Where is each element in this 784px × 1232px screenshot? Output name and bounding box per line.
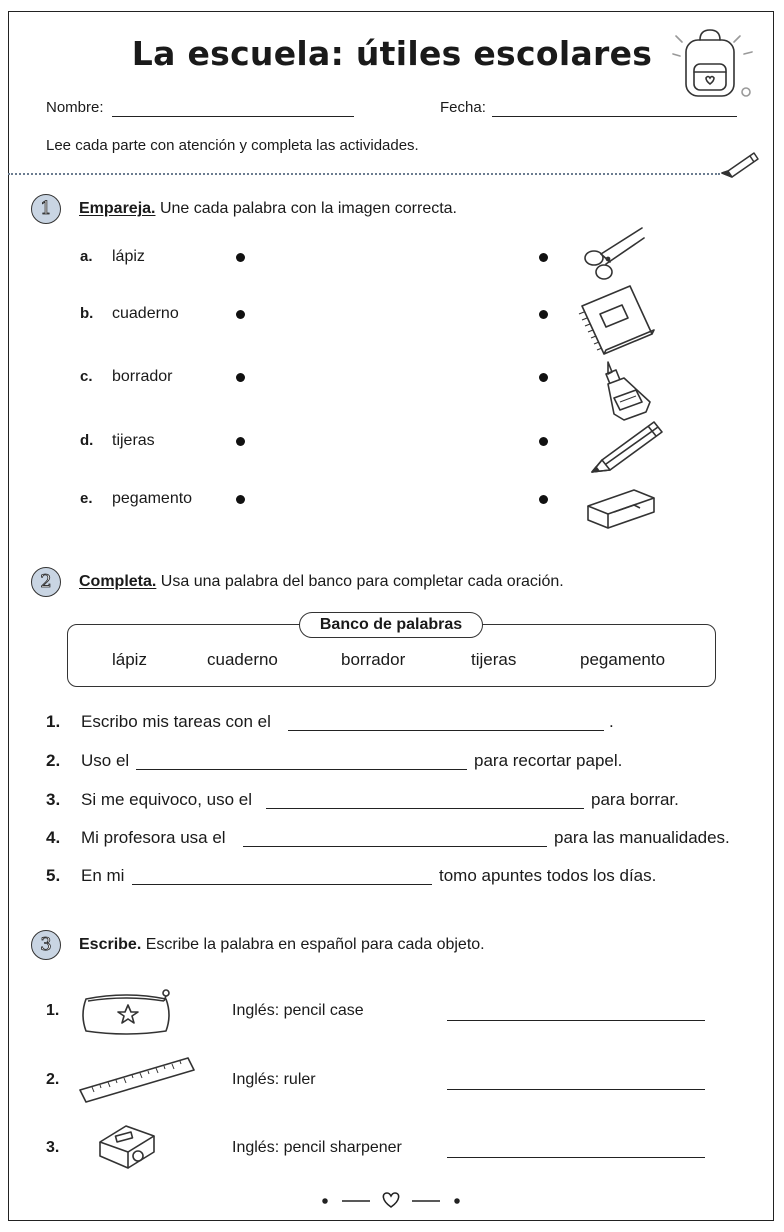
instructions-text: Lee cada parte con atención y completa las actividades. [46, 137, 419, 154]
match-dot-left[interactable] [236, 310, 245, 319]
notebook-icon [578, 284, 656, 356]
match-letter: c. [80, 368, 93, 385]
name-field[interactable] [112, 116, 354, 117]
match-letter: b. [80, 305, 94, 322]
match-letter: a. [80, 248, 93, 265]
item-text: Inglés: pencil case [232, 1002, 364, 1019]
sharpener-icon [96, 1120, 160, 1172]
bank-word: borrador [341, 650, 406, 669]
match-dot-right[interactable] [539, 495, 548, 504]
section-1-keyword: Empareja. [79, 200, 156, 217]
section-1-title [79, 200, 457, 218]
section-1-number: 1 [31, 194, 61, 224]
answer-blank[interactable] [447, 1020, 705, 1021]
section-3-title [79, 936, 485, 954]
sentence-text: Escribo mis tareas con el [81, 712, 271, 731]
match-word: borrador [112, 368, 173, 385]
item-number: 2. [46, 1071, 60, 1088]
match-word: pegamento [112, 490, 193, 507]
answer-blank[interactable] [243, 846, 547, 847]
answer-blank[interactable] [266, 808, 584, 809]
pencil-case-icon [80, 985, 174, 1037]
section-3-number: 3 [31, 930, 61, 960]
sentence-text: En mi [81, 866, 125, 885]
answer-blank[interactable] [288, 730, 604, 731]
name-label: Nombre: [46, 99, 104, 116]
match-dot-right[interactable] [539, 373, 548, 382]
date-field[interactable] [492, 116, 737, 117]
divider-pencil-icon [720, 150, 764, 184]
match-dot-right[interactable] [539, 310, 548, 319]
sentence-text: Si me equivoco, uso el [81, 790, 253, 809]
sentence-number: 2. [46, 751, 61, 770]
match-dot-left[interactable] [236, 495, 245, 504]
sentence-number: 3. [46, 790, 61, 809]
page-title: La escuela: útiles escolares [131, 34, 653, 73]
sentence-text: Mi profesora usa el [81, 828, 226, 847]
bank-word: tijeras [471, 650, 517, 669]
section-2-number: 2 [31, 567, 61, 597]
sentence-end: para recortar papel. [474, 751, 623, 770]
sentence-number: 1. [46, 712, 61, 731]
section-2-keyword: Completa. [79, 573, 157, 590]
sentence-end: para borrar. [591, 790, 679, 809]
sentence-number: 4. [46, 828, 61, 847]
divider [8, 173, 720, 175]
sentence-end: . [609, 712, 614, 731]
eraser-icon [584, 484, 660, 532]
match-word: tijeras [112, 432, 155, 449]
sentence-text: Uso el [81, 751, 130, 770]
backpack-icon [670, 26, 760, 102]
match-dot-left[interactable] [236, 437, 245, 446]
match-word: cuaderno [112, 305, 179, 322]
item-text: Inglés: pencil sharpener [232, 1139, 402, 1156]
bank-word: cuaderno [207, 650, 278, 669]
section-3-keyword: Escribe. [79, 936, 142, 953]
sentence-end: tomo apuntes todos los días. [439, 866, 657, 885]
answer-blank[interactable] [447, 1089, 705, 1090]
footer-ornament [318, 1190, 464, 1212]
bank-word: lápiz [112, 650, 147, 669]
ruler-icon [78, 1056, 196, 1106]
match-letter: e. [80, 490, 93, 507]
match-dot-left[interactable] [236, 253, 245, 262]
item-number: 1. [46, 1002, 60, 1019]
sentence-end: para las manualidades. [554, 828, 730, 847]
scissors-icon [580, 224, 648, 282]
answer-blank[interactable] [132, 884, 432, 885]
match-letter: d. [80, 432, 94, 449]
sentence-number: 5. [46, 866, 61, 885]
match-dot-left[interactable] [236, 373, 245, 382]
answer-blank[interactable] [447, 1157, 705, 1158]
word-bank-title: Banco de palabras [299, 612, 483, 638]
item-number: 3. [46, 1139, 60, 1156]
section-2-title [79, 573, 564, 591]
heart-icon [383, 1193, 398, 1207]
glue-icon [600, 360, 656, 418]
match-word: lápiz [112, 248, 145, 265]
answer-blank[interactable] [136, 769, 467, 770]
match-dot-right[interactable] [539, 253, 548, 262]
date-label: Fecha: [440, 99, 486, 116]
section-3-instruction: Escribe la palabra en español para cada objeto. [145, 936, 485, 953]
section-1-instruction: Une cada palabra con la imagen correcta. [159, 200, 457, 217]
pencil-icon [588, 420, 664, 476]
bank-word: pegamento [580, 650, 666, 669]
match-dot-right[interactable] [539, 437, 548, 446]
item-text: Inglés: ruler [232, 1071, 316, 1088]
section-2-instruction: Usa una palabra del banco para completar cada oración. [160, 573, 564, 590]
